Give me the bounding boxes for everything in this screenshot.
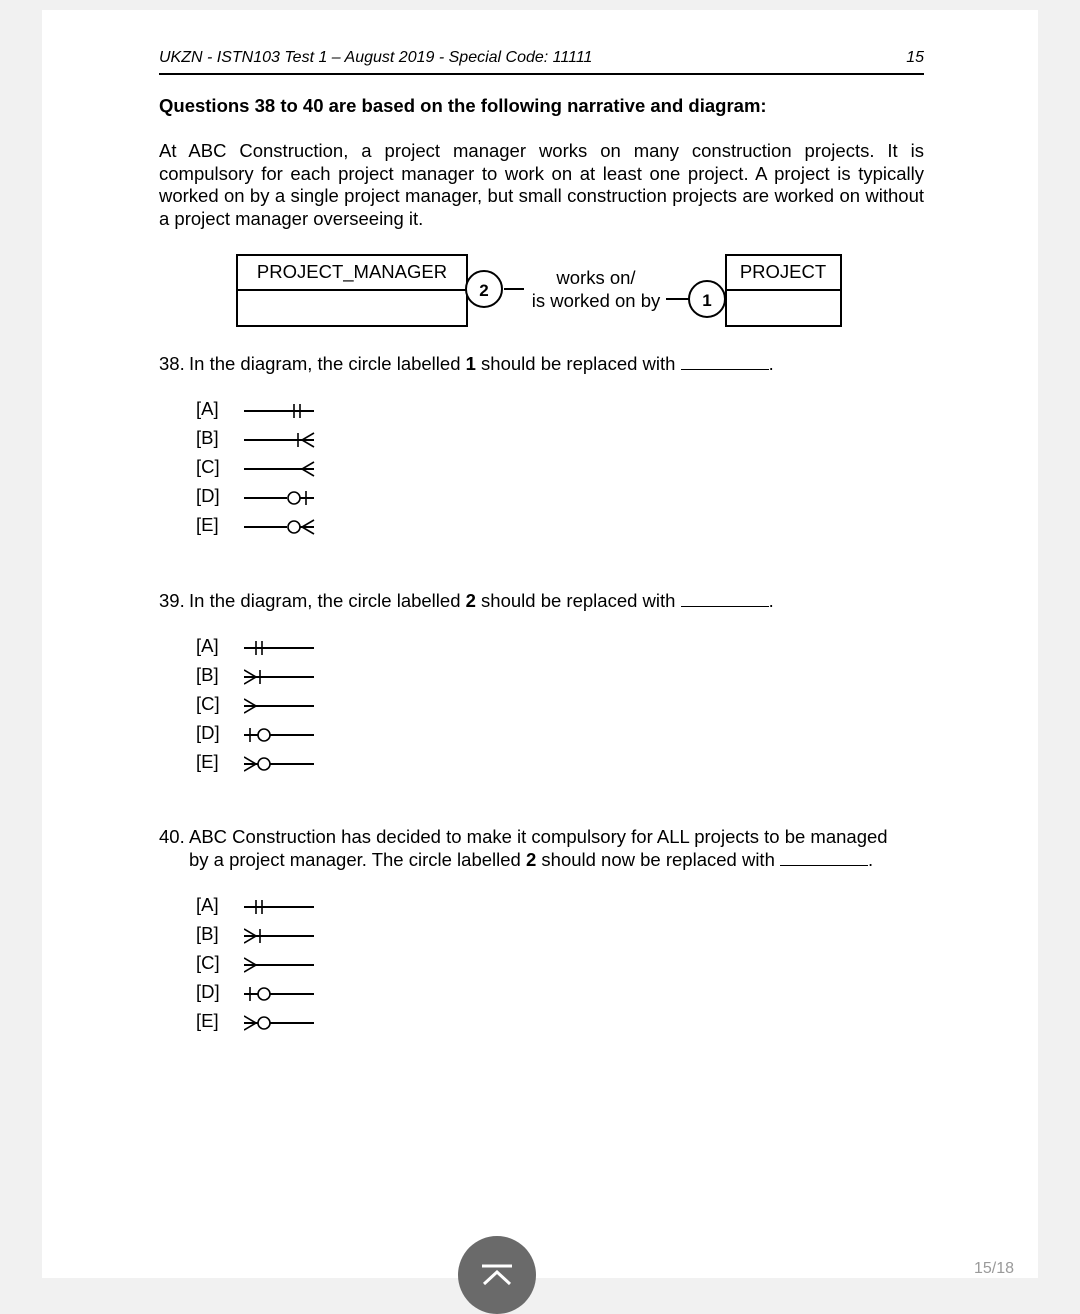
zero-or-one-icon [244,487,316,509]
answer-blank [780,851,868,866]
option-a[interactable] [196,894,326,923]
circle-2 [466,271,502,307]
option-b[interactable] [196,664,326,693]
page-indicator: 15/18 [973,1260,1014,1277]
option-e[interactable] [196,514,326,543]
option-label: [D] [196,981,220,1002]
option-c[interactable] [196,952,326,981]
option-label: [A] [196,635,219,656]
zero-or-one-icon [244,983,316,1005]
section-heading: Questions 38 to 40 are based on the following narrative and diagram: [159,95,767,116]
option-e[interactable] [196,751,326,780]
one-and-only-one-icon [244,637,316,659]
option-label: [E] [196,514,219,535]
option-d[interactable] [196,722,326,751]
question-number: 38. [159,353,185,374]
circle-2-label: 2 [479,281,489,300]
er-diagram [234,252,854,332]
option-label: [B] [196,664,219,685]
option-label: [C] [196,693,220,714]
option-b[interactable] [196,427,326,456]
question-text-line1: ABC Construction has decided to make it compulsory for ALL projects to be managed [189,826,888,847]
option-d[interactable] [196,981,326,1010]
one-or-many-icon [244,429,316,451]
one-or-many-icon [244,925,316,947]
relationship-name-line1: works on/ [556,267,636,288]
option-label: [C] [196,952,220,973]
option-e[interactable] [196,1010,326,1039]
answer-blank [681,355,769,370]
option-label: [A] [196,398,219,419]
entity-project-name: PROJECT [739,261,827,282]
question-text: In the diagram, the circle labelled 2 should be replaced with . [189,590,774,611]
entity-project [726,255,841,326]
document-page [42,10,1038,1278]
option-label: [B] [196,427,219,448]
page-header [159,49,924,75]
zero-or-many-icon [244,516,316,538]
option-label: [C] [196,456,220,477]
q38-options [196,398,336,548]
question-40 [159,825,924,873]
narrative-paragraph: At ABC Construction, a project manager works on many construction projects. It is compulsory for each project manager to work on at least one project. A project is typically worked on by a single project manager, but small construction projects are worked on without a project manager overseeing it. [159,140,924,229]
entity-project-manager-name: PROJECT_MANAGER [256,261,448,282]
entity-project-manager [237,255,467,326]
one-and-only-one-icon [244,896,316,918]
question-number: 40. [159,826,185,847]
header-title: UKZN - ISTN103 Test 1 – August 2019 - Special Code: 11111 [159,49,593,66]
option-a[interactable] [196,635,326,664]
question-39 [159,589,924,613]
answer-blank [681,592,769,607]
zero-or-many-icon [244,753,316,775]
option-a[interactable] [196,398,326,427]
question-text: In the diagram, the circle labelled 1 should be replaced with . [189,353,774,374]
q40-options [196,894,336,1044]
question-text-line2: by a project manager. The circle labelled 2 should now be replaced with . [189,849,874,870]
option-label: [B] [196,923,219,944]
option-c[interactable] [196,693,326,722]
zero-or-one-icon [244,724,316,746]
circle-1 [689,281,725,317]
one-or-many-icon [244,666,316,688]
option-label: [E] [196,751,219,772]
header-page-number: 15 [906,49,924,66]
option-label: [E] [196,1010,219,1031]
q39-options [196,635,336,785]
many-icon [244,695,316,717]
circle-1-label: 1 [702,291,712,310]
chevron-up-icon [458,1236,536,1296]
option-c[interactable] [196,456,326,485]
option-label: [D] [196,722,220,743]
one-and-only-one-icon [244,400,316,422]
relationship-name-line2: is worked on by [531,290,661,311]
many-icon [244,954,316,976]
option-label: [D] [196,485,220,506]
question-number: 39. [159,590,185,611]
option-label: [A] [196,894,219,915]
question-38 [159,352,924,376]
many-icon [244,458,316,480]
option-d[interactable] [196,485,326,514]
zero-or-many-icon [244,1012,316,1034]
option-b[interactable] [196,923,326,952]
scroll-to-top-button[interactable] [458,1236,536,1314]
